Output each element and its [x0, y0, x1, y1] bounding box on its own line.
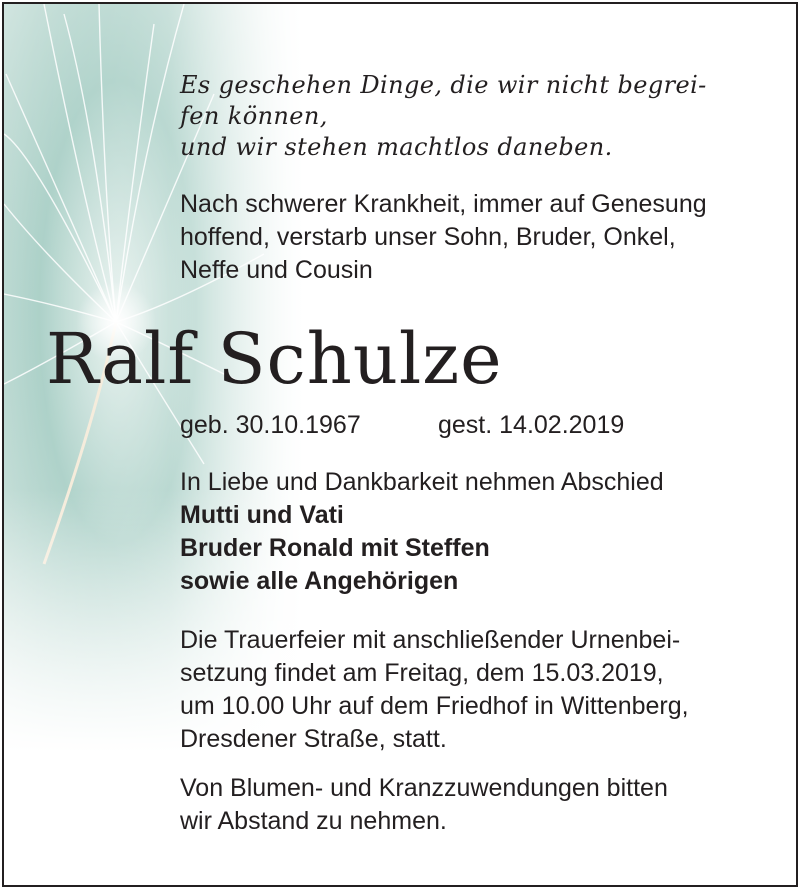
mourner-line: Mutti und Vati — [180, 501, 344, 529]
obituary-notice — [2, 2, 798, 887]
intro-line: hoffend, verstarb unser Sohn, Bruder, Onkel, — [180, 223, 676, 251]
ceremony-line: um 10.00 Uhr auf dem Friedhof in Wittenberg, — [180, 692, 689, 720]
flowers-note — [180, 772, 780, 838]
ceremony-line: setzung findet am Freitag, dem 15.03.2019, — [180, 659, 664, 687]
poem-line: Es geschehen Dinge, die wir nicht begrei- — [180, 71, 707, 99]
poem-line: fen können, — [180, 102, 328, 130]
mourner-line: Bruder Ronald mit Steffen — [180, 534, 490, 562]
deceased-name: Ralf Schulze — [46, 318, 503, 400]
poem-line: und wir stehen machtlos daneben. — [180, 133, 613, 161]
flowers-line: Von Blumen- und Kranzzuwendungen bitten — [180, 774, 668, 802]
farewell-section — [180, 466, 780, 598]
intro-paragraph — [180, 188, 780, 287]
ceremony-line: Die Trauerfeier mit anschließender Urnenbei- — [180, 626, 681, 654]
ceremony-info — [180, 624, 780, 756]
farewell-intro: In Liebe und Dankbarkeit nehmen Abschied — [180, 468, 664, 496]
ceremony-line: Dresdener Straße, statt. — [180, 725, 447, 753]
mourner-line: sowie alle Angehörigen — [180, 567, 459, 595]
birth-date: geb. 30.10.1967 — [180, 411, 361, 439]
intro-line: Neffe und Cousin — [180, 256, 373, 284]
life-dates — [180, 409, 780, 442]
flowers-line: wir Abstand zu nehmen. — [180, 807, 447, 835]
death-date: gest. 14.02.2019 — [438, 411, 625, 439]
intro-line: Nach schwerer Krankheit, immer auf Genesung — [180, 190, 707, 218]
poem-quote — [180, 70, 760, 163]
